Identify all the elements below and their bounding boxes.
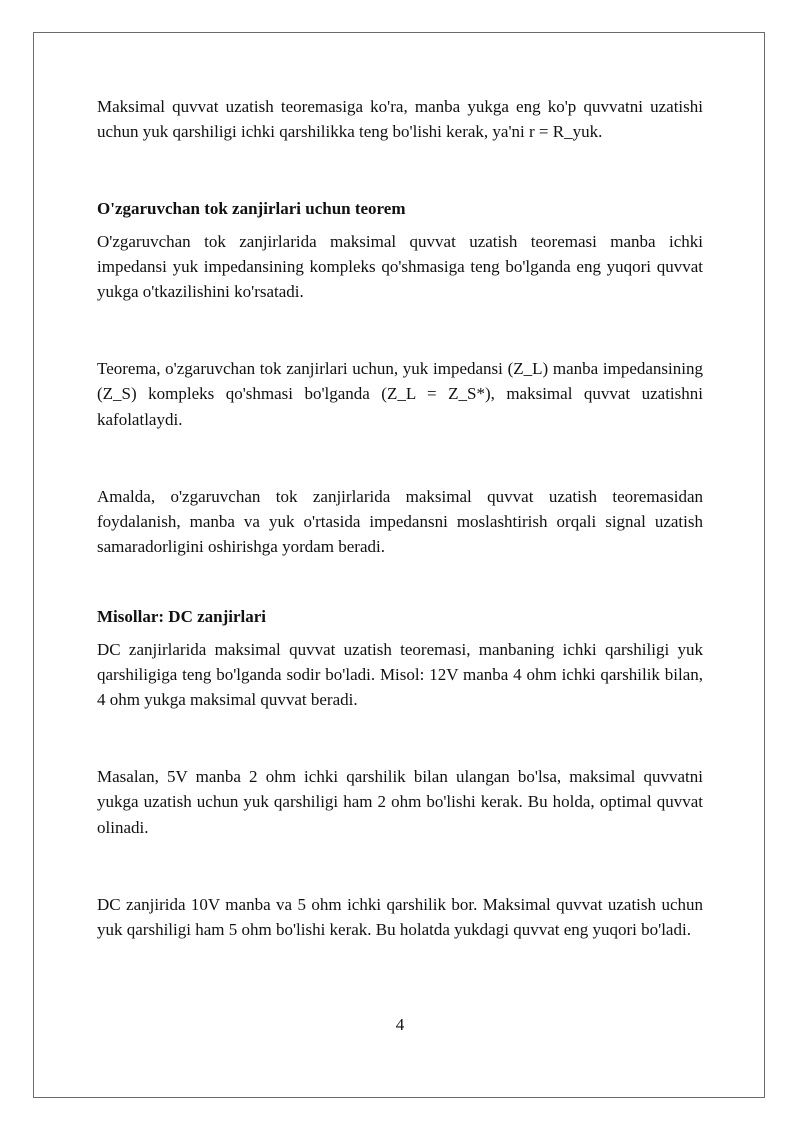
paragraph-dc-example-1: DC zanjirlarida maksimal quvvat uzatish teoremasi, manbaning ichki qarshiligi yuk qarshiligiga teng bo'lganda sodir bo'ladi. Misol: 12V manba 4 ohm ichki qarshilik bilan, 4 ohm yukga maksimal quvvat beradi.: [97, 639, 703, 710]
page-number: 4: [395, 1015, 405, 1034]
paragraph-impedance-conjugate: Teorema, o'zgaruvchan tok zanjirlari uchun, yuk impedansi (Z_L) manba impedansining (Z_S) kompleks qo'shmasi bo'lganda (Z_L = Z_S*), maksimal quvvat uzatishni kafolatlaydi.: [97, 359, 703, 429]
paragraph-dc-example-2: Masalan, 5V manba 2 ohm ichki qarshilik bilan ulangan bo'lsa, maksimal quvvatni yukga uzatish uchun yuk qarshiligi ham 2 ohm bo'lishi kerak. Bu holda, optimal quvvat olinadi.: [97, 767, 703, 837]
heading-ac-circuits: O'zgaruvchan tok zanjirlari uchun teorem: [97, 199, 406, 219]
paragraph-dc-example-3: DC zanjirida 10V manba va 5 ohm ichki qarshilik bor. Maksimal quvvat uzatish uchun yuk qarshiligi ham 5 ohm bo'lishi kerak. Bu holatda yukdagi quvvat eng yuqori bo'ladi.: [97, 894, 703, 940]
paragraph-max-power-theorem: Maksimal quvvat uzatish teoremasiga ko'ra, manba yukga eng ko'p quvvatni uzatishi uchun yuk qarshiligi ichki qarshilikka teng bo'lishi kerak, ya'ni r = R_yuk.: [97, 97, 703, 142]
paragraph-impedance-matching: Amalda, o'zgaruvchan tok zanjirlarida maksimal quvvat uzatish teoremasidan foydalanish, manba va yuk o'rtasida impedansni moslashtirish orqali signal uzatish samaradorligini oshirishga yordam beradi.: [97, 486, 703, 557]
heading-dc-examples: Misollar: DC zanjirlari: [97, 607, 267, 627]
document-body: [97, 94, 703, 942]
paragraph-ac-theorem: O'zgaruvchan tok zanjirlarida maksimal quvvat uzatish teoremasi manba ichki impedansi yuk impedansining kompleks qo'shmasiga teng bo'lganda eng yuqori quvvat yukga o'tkazilishini ko'rsatadi.: [97, 231, 703, 302]
